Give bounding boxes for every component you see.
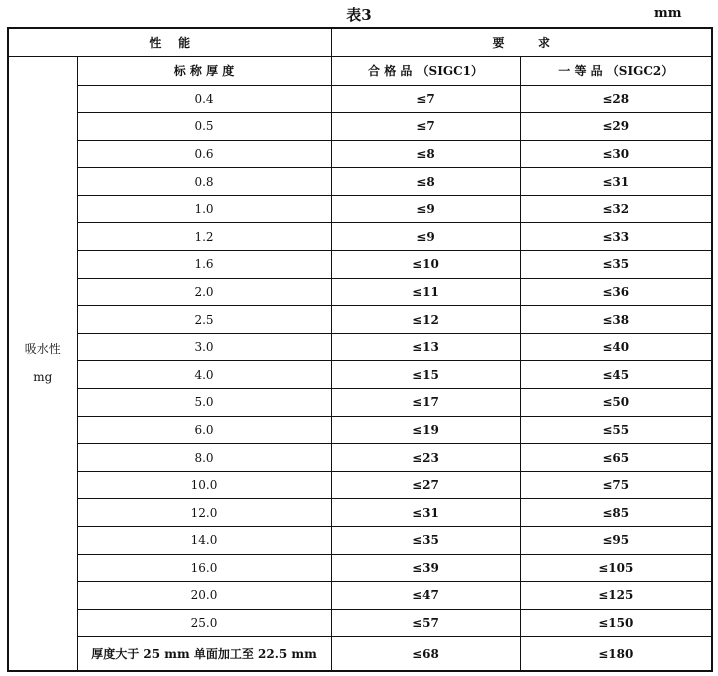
- qualified-cell: ≤13: [331, 333, 520, 361]
- first-grade-cell: ≤180: [520, 637, 712, 671]
- first-grade-cell: ≤36: [520, 278, 712, 306]
- header-grade-first: 一 等 品 （SIGC2）: [520, 56, 712, 85]
- first-grade-cell: ≤32: [520, 195, 712, 223]
- first-grade-cell: ≤45: [520, 361, 712, 389]
- first-grade-cell: ≤28: [520, 85, 712, 113]
- qualified-cell: ≤19: [331, 416, 520, 444]
- qualified-cell: ≤8: [331, 140, 520, 168]
- thickness-cell: 1.2: [77, 223, 331, 251]
- header-property: 性 能: [8, 28, 331, 56]
- thickness-cell: 0.8: [77, 168, 331, 196]
- thickness-cell: 1.6: [77, 251, 331, 279]
- thickness-cell: 4.0: [77, 361, 331, 389]
- first-grade-cell: ≤65: [520, 444, 712, 472]
- qualified-cell: ≤10: [331, 251, 520, 279]
- table-row: [8, 527, 712, 555]
- table-row: [8, 251, 712, 279]
- qualified-cell: ≤9: [331, 223, 520, 251]
- qualified-cell: ≤39: [331, 554, 520, 582]
- qualified-cell: ≤7: [331, 85, 520, 113]
- first-grade-cell: ≤95: [520, 527, 712, 555]
- table-row: [8, 471, 712, 499]
- unit-label: mm: [654, 6, 682, 21]
- qualified-cell: ≤12: [331, 306, 520, 334]
- table-row: [8, 389, 712, 417]
- first-grade-cell: ≤40: [520, 333, 712, 361]
- thickness-cell: 5.0: [77, 389, 331, 417]
- table-row: [8, 637, 712, 671]
- first-grade-cell: ≤29: [520, 113, 712, 141]
- qualified-cell: ≤8: [331, 168, 520, 196]
- table-row: [8, 582, 712, 610]
- table-row: [8, 195, 712, 223]
- thickness-cell: 6.0: [77, 416, 331, 444]
- first-grade-cell: ≤85: [520, 499, 712, 527]
- table-row: [8, 223, 712, 251]
- thickness-cell: 12.0: [77, 499, 331, 527]
- spec-table-body: [8, 28, 712, 671]
- table-row: [8, 444, 712, 472]
- thickness-cell: 10.0: [77, 471, 331, 499]
- header-row-1: [8, 28, 712, 56]
- first-grade-cell: ≤30: [520, 140, 712, 168]
- first-grade-cell: ≤38: [520, 306, 712, 334]
- water-absorption-title: 吸水性: [24, 342, 61, 357]
- table-row: [8, 333, 712, 361]
- thickness-cell: 8.0: [77, 444, 331, 472]
- table-row: [8, 416, 712, 444]
- table-row: [8, 499, 712, 527]
- thickness-cell: 1.0: [77, 195, 331, 223]
- qualified-cell: ≤9: [331, 195, 520, 223]
- first-grade-cell: ≤35: [520, 251, 712, 279]
- thickness-cell: 0.5: [77, 113, 331, 141]
- first-grade-cell: ≤31: [520, 168, 712, 196]
- table-title: 表3: [346, 6, 372, 24]
- table-row: [8, 361, 712, 389]
- table-row: [8, 306, 712, 334]
- thickness-cell: 2.0: [77, 278, 331, 306]
- header-nominal-thickness: 标 称 厚 度: [77, 56, 331, 85]
- header-row-2: [8, 56, 712, 85]
- table-row: [8, 554, 712, 582]
- table-row: [8, 85, 712, 113]
- qualified-cell: ≤15: [331, 361, 520, 389]
- first-grade-cell: ≤105: [520, 554, 712, 582]
- table-row: [8, 113, 712, 141]
- first-grade-cell: ≤33: [520, 223, 712, 251]
- first-grade-cell: ≤75: [520, 471, 712, 499]
- table-row: [8, 609, 712, 637]
- first-grade-cell: ≤55: [520, 416, 712, 444]
- thickness-cell: 0.6: [77, 140, 331, 168]
- thickness-cell: 3.0: [77, 333, 331, 361]
- thickness-cell: 25.0: [77, 609, 331, 637]
- water-absorption-label: [8, 56, 77, 671]
- qualified-cell: ≤68: [331, 637, 520, 671]
- spec-table: [7, 27, 713, 672]
- header-grade-qualified: 合 格 品 （SIGC1）: [331, 56, 520, 85]
- thickness-cell: 20.0: [77, 582, 331, 610]
- table-row: [8, 168, 712, 196]
- water-absorption-unit: mg: [33, 370, 53, 385]
- thickness-cell: 0.4: [77, 85, 331, 113]
- thickness-cell: 16.0: [77, 554, 331, 582]
- qualified-cell: ≤31: [331, 499, 520, 527]
- qualified-cell: ≤23: [331, 444, 520, 472]
- first-grade-cell: ≤150: [520, 609, 712, 637]
- thickness-cell: 厚度大于 25 mm 单面加工至 22.5 mm: [77, 637, 331, 671]
- qualified-cell: ≤11: [331, 278, 520, 306]
- qualified-cell: ≤7: [331, 113, 520, 141]
- table-row: [8, 140, 712, 168]
- qualified-cell: ≤27: [331, 471, 520, 499]
- qualified-cell: ≤35: [331, 527, 520, 555]
- first-grade-cell: ≤50: [520, 389, 712, 417]
- thickness-cell: 14.0: [77, 527, 331, 555]
- qualified-cell: ≤17: [331, 389, 520, 417]
- thickness-cell: 2.5: [77, 306, 331, 334]
- qualified-cell: ≤47: [331, 582, 520, 610]
- header-requirement: 要 求: [331, 28, 712, 56]
- qualified-cell: ≤57: [331, 609, 520, 637]
- first-grade-cell: ≤125: [520, 582, 712, 610]
- table-row: [8, 278, 712, 306]
